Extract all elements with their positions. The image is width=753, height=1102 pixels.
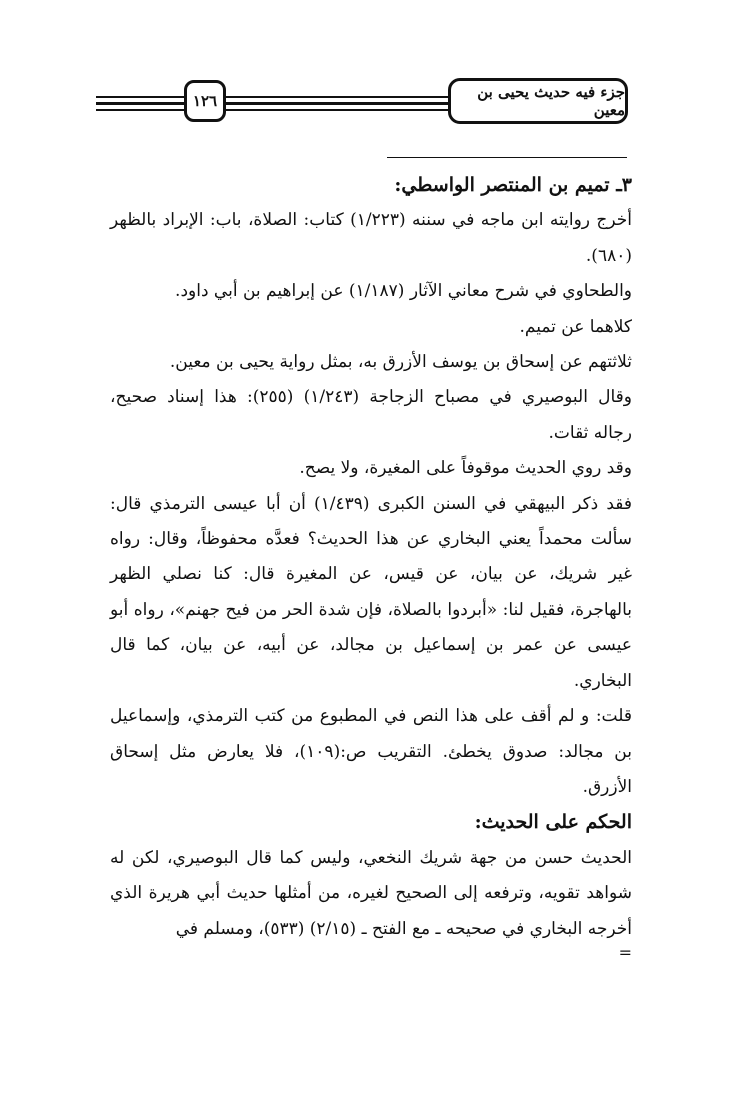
paragraph: فقد ذكر البيهقي في السنن الكبرى (١/٤٣٩) أن أبا عيسى الترمذي قال: سألت محمداً يعني البخاري عن هذا الحديث؟ فعدَّه محفوظاً، وقال: رواه غير شريك، عن بيان، عن قيس، عن المغيرة قال: كنا نصلي الظهر بالهاجرة، فقيل لنا: «أبردوا بالصلاة، فإن شدة الحر من فيح جهنم»، رواه أبو عيسى عن عمر بن إسماعيل بن مجالد، عن أبيه، عن بيان، كما قال البخاري. [110, 493, 632, 691]
paragraph: وقد روي الحديث موقوفاً على المغيرة، ولا يصح. [299, 458, 632, 479]
paragraph: قلت: و لم أقف على هذا النص في المطبوع من كتب الترمذي، وإسماعيل بن مجالد: صدوق يخطئ. التقريب ص:(١٠٩)، فلا يعارض مثل إسحاق الأزرق. [110, 706, 632, 797]
book-title: جزء فيه حديث يحيى بن معين [448, 78, 628, 124]
paragraph: والطحاوي في شرح معاني الآثار (١/١٨٧) عن إبراهيم بن أبي داود. [175, 281, 632, 302]
section-heading: ٣ـ تميم بن المنتصر الواسطي: [394, 174, 632, 196]
paragraph: كلاهما عن تميم. [519, 316, 632, 337]
section-divider [387, 157, 627, 158]
paragraph: أخرج روايته ابن ماجه في سننه (١/٢٢٣) كتاب: الصلاة، باب: الإبراد بالظهر (٦٨٠). [110, 210, 632, 266]
paragraph: الحديث حسن من جهة شريك النخعي، وليس كما قال البوصيري، لكن له شواهد تقويه، وترفعه إلى الصحيح لغيره، من أمثلها حديث أبي هريرة الذي أخرجه البخاري في صحيحه ـ مع الفتح ـ (٢/١٥) (٥٣٣)، ومسلم في [110, 847, 632, 939]
continuation-mark: = [618, 942, 632, 962]
paragraph: وقال البوصيري في مصباح الزجاجة (١/٢٤٣) (٢٥٥): هذا إسناد صحيح، رجاله ثقات. [110, 387, 633, 443]
paragraph: ثلاثتهم عن إسحاق بن يوسف الأزرق به، بمثل رواية يحيى بن معين. [169, 352, 632, 373]
page-body [110, 168, 632, 963]
section-heading: الحكم على الحديث: [474, 811, 632, 834]
page-header [96, 78, 628, 128]
page-number: ١٢٦ [184, 80, 226, 122]
